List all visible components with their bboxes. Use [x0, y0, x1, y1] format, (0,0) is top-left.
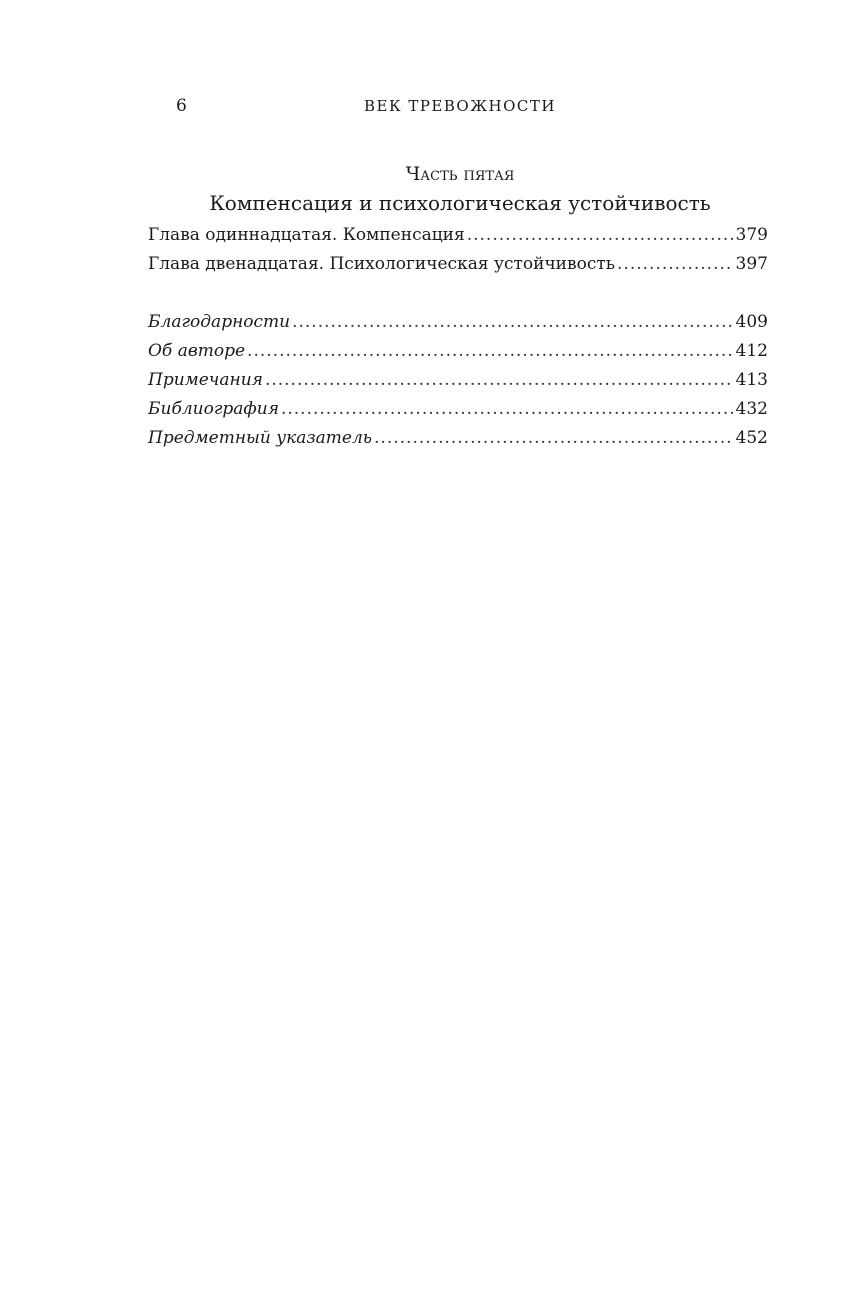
toc-entry-page: 432	[735, 399, 768, 419]
toc-chapters	[148, 224, 768, 282]
toc-dot-leader	[292, 311, 733, 333]
toc-entry-title: Библиография	[148, 399, 279, 419]
toc-entry-title: Глава одиннадцатая. Компенсация	[148, 225, 465, 245]
toc-entry-title: Благодарности	[148, 312, 291, 332]
page-number: 6	[176, 96, 187, 116]
toc-entry[interactable]	[148, 311, 768, 340]
toc-dot-leader	[467, 224, 734, 246]
toc-back-matter	[148, 311, 768, 456]
toc-dot-leader	[247, 340, 734, 362]
toc-entry-page: 409	[735, 312, 768, 332]
toc-entry-title: Примечания	[148, 370, 263, 390]
toc-entry-page: 397	[735, 254, 768, 274]
toc-entry-title: Предметный указатель	[148, 428, 373, 448]
toc-dot-leader	[281, 398, 734, 420]
part-title: Компенсация и психологическая устойчивость	[209, 191, 711, 215]
running-head: ВЕК ТРЕВОЖНОСТИ	[363, 97, 556, 115]
toc-entry-page: 452	[735, 428, 768, 448]
toc-entry-page: 412	[735, 341, 768, 361]
toc-dot-leader	[617, 253, 734, 275]
toc-entry-title: Об авторе	[148, 341, 246, 361]
toc-entry[interactable]	[148, 427, 768, 456]
toc-entry[interactable]	[148, 398, 768, 427]
toc-entry-title: Глава двенадцатая. Психологическая устойчивость	[148, 254, 616, 274]
toc-entry-page: 413	[735, 370, 768, 390]
toc-entry[interactable]	[148, 224, 768, 253]
toc-dot-leader	[374, 427, 734, 449]
toc-dot-leader	[265, 369, 734, 391]
toc-entry-page: 379	[735, 225, 768, 245]
toc-entry[interactable]	[148, 340, 768, 369]
part-label: Часть пятая	[405, 163, 515, 185]
toc-entry[interactable]	[148, 253, 768, 282]
toc-entry[interactable]	[148, 369, 768, 398]
